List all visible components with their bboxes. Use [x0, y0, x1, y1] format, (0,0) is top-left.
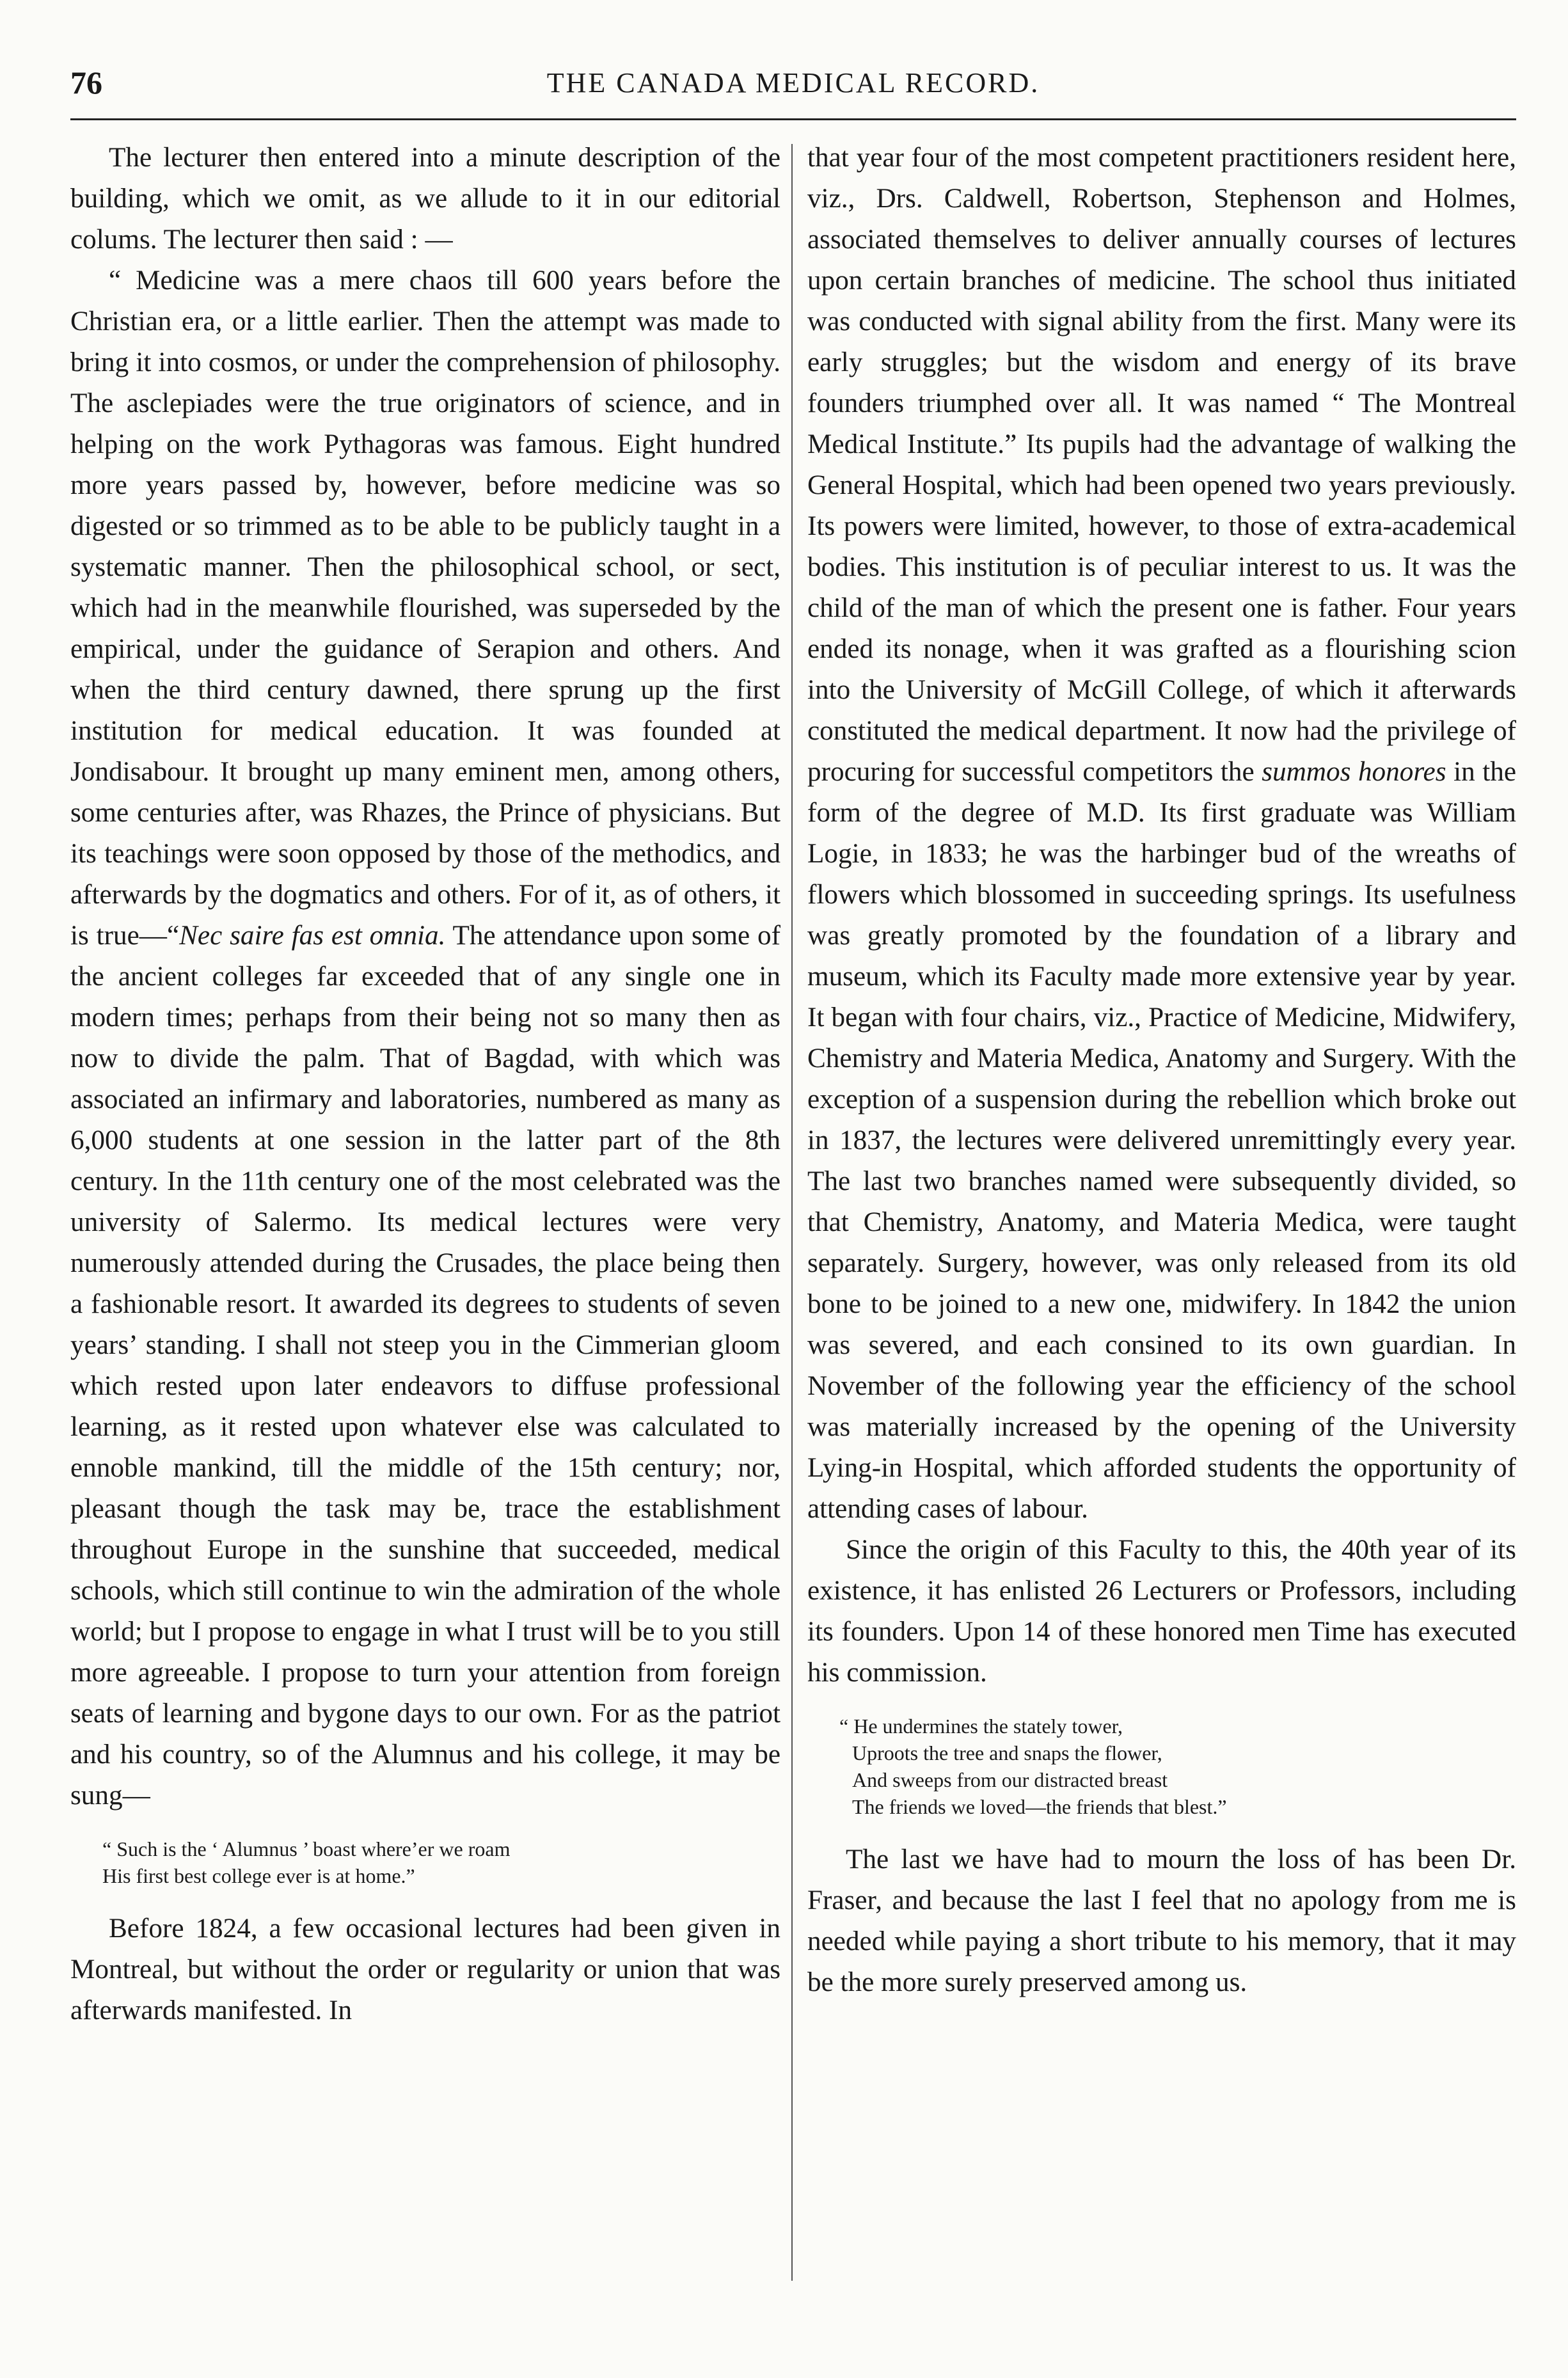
- column-divider: [791, 144, 793, 2281]
- paragraph-text: “ Medicine was a mere chaos till 600 years before the Christian era, or a little earlier. Then the attempt was made to bring it into cosmos, or under the comprehension of philosophy. The asclepiades were the true originators of science, and in helping on the work Pythagoras was famous. Eight hundred more years passed by, however, before medicine was so digested or so trimmed as to be able to be publicly taught in a systematic manner. Then the philosophical school, or sect, which had in the meanwhile flourished, was superseded by the empirical, under the guidance of Serapion and others. And when the third century dawned, there sprung up the first institution for medical education. It was founded at Jondisabour. It brought up many eminent men, among others, some centuries after, was Rhazes, the Prince of physicians. But its teachings were soon opposed by those of the methodics, and afterwards by the dogmatics and others. For of it, as of others, it is true—“: [70, 266, 780, 951]
- paragraph: [807, 138, 1516, 1530]
- verse-line: “ He undermines the stately tower,: [839, 1715, 1123, 1738]
- header-rule: [70, 118, 1516, 120]
- verse-line: Uproots the tree and snaps the flower,: [852, 1741, 1162, 1764]
- paragraph: Before 1824, a few occasional lectures had been given in Montreal, but without the order or regularity or union that was afterwards manifested. In: [70, 1914, 780, 2025]
- paragraph-text: in the form of the degree of M.D. Its first graduate was William Logie, in 1833; he was the harbinger bud of the wreaths of flowers which blossomed in succeeding springs. Its usefulness was greatly promoted by the foundation of a library and museum, which its Faculty made more extensive year by year. It began with four chairs, viz., Practice of Medicine, Midwifery, Chemistry and Materia Medica, Anatomy and Surgery. With the exception of a suspension during the rebellion which broke out in 1837, the lectures were delivered unremittingly every year. The last two branches named were subsequently divided, so that Chemistry, Anatomy, and Materia Medica, were taught separately. Surgery, however, was only released from its old bone to be joined to a new one, midwifery. In 1842 the union was severed, and each consined to its own guardian. In November of the following year the efficiency of the school was materially increased by the opening of the University Lying-in Hospital, which afforded students the opportunity of attending cases of labour.: [807, 757, 1516, 1524]
- verse-line: His first best college ever is at home.”: [102, 1864, 415, 1887]
- paragraph-text: The attendance upon some of the ancient colleges far exceeded that of any single one in modern times; perhaps from their being not so many then as now to divide the palm. That of Bagdad, with which was associated an infirmary and laboratories, numbered as many as 6,000 students at one session in the latter part of the 8th century. In the 11th century one of the most celebrated was the university of Salermo. Its medical lectures were very numerously attended during the Crusades, the place being then a fashionable resort. It awarded its degrees to students of seven years’ standing. I shall not steep you in the Cimmerian gloom which rested upon later endeavors to diffuse professional learning, as it rested upon whatever else was calculated to ennoble mankind, till the middle of the 15th century; nor, pleasant though the task may be, trace the establishment throughout Europe in the sunshine that succeeded, medical schools, which still continue to win the admiration of the whole world; but I propose to engage in what I trust will be to you still more agreeable. I propose to turn your attention from foreign seats of learning and bygone days to our own. For as the patriot and his country, so of the Alumnus and his college, it may be sung—: [70, 921, 780, 1811]
- latin-phrase: Nec saire fas est omnia.: [179, 921, 446, 951]
- paragraph: The lecturer then entered into a minute description of the building, which we omit, as we allude to it in our editorial colums. The lecturer then said : —: [70, 143, 780, 255]
- left-column: [70, 138, 780, 2031]
- verse-quote: [839, 1713, 1516, 1820]
- verse-line: “ Such is the ‘ Alumnus ’ boast where’er we roam: [102, 1837, 511, 1860]
- verse-line: The friends we loved—the friends that blest.”: [852, 1795, 1227, 1818]
- latin-phrase: summos honores: [1262, 757, 1446, 787]
- paragraph-text: that year four of the most competent practitioners resident here, viz., Drs. Caldwell, Robertson, Stephenson and Holmes, associated themselves to deliver annually courses of lectures upon certain branches of medicine. The school thus initiated was conducted with signal ability from the first. Many were its early struggles; but the wisdom and energy of its brave founders triumphed over all. It was named “ The Montreal Medical Institute.” Its pupils had the advantage of walking the General Hospital, which had been opened two years previously. Its powers were limited, however, to those of extra-academical bodies. This institution is of peculiar interest to us. It was the child of the man of which the present one is father. Four years ended its nonage, when it was grafted as a flourishing scion into the University of McGill College, of which it afterwards constituted the medical department. It now had the privilege of procuring for successful competitors the: [807, 143, 1516, 787]
- paragraph: [70, 260, 780, 1816]
- running-title: THE CANADA MEDICAL RECORD.: [546, 67, 1040, 99]
- page-header: [70, 64, 1516, 115]
- right-column: [807, 138, 1516, 2003]
- paragraph: Since the origin of this Faculty to this, the 40th year of its existence, it has enlisted 26 Lecturers or Professors, including its founders. Upon 14 of these honored men Time has executed his commission.: [807, 1535, 1516, 1688]
- verse-line: And sweeps from our distracted breast: [852, 1768, 1168, 1791]
- page-number: 76: [70, 65, 102, 100]
- verse-quote: [102, 1835, 780, 1889]
- paragraph: The last we have had to mourn the loss of has been Dr. Fraser, and because the last I feel that no apology from me is needed while paying a short tribute to his memory, that it may be the more surely preserved among us.: [807, 1844, 1516, 1997]
